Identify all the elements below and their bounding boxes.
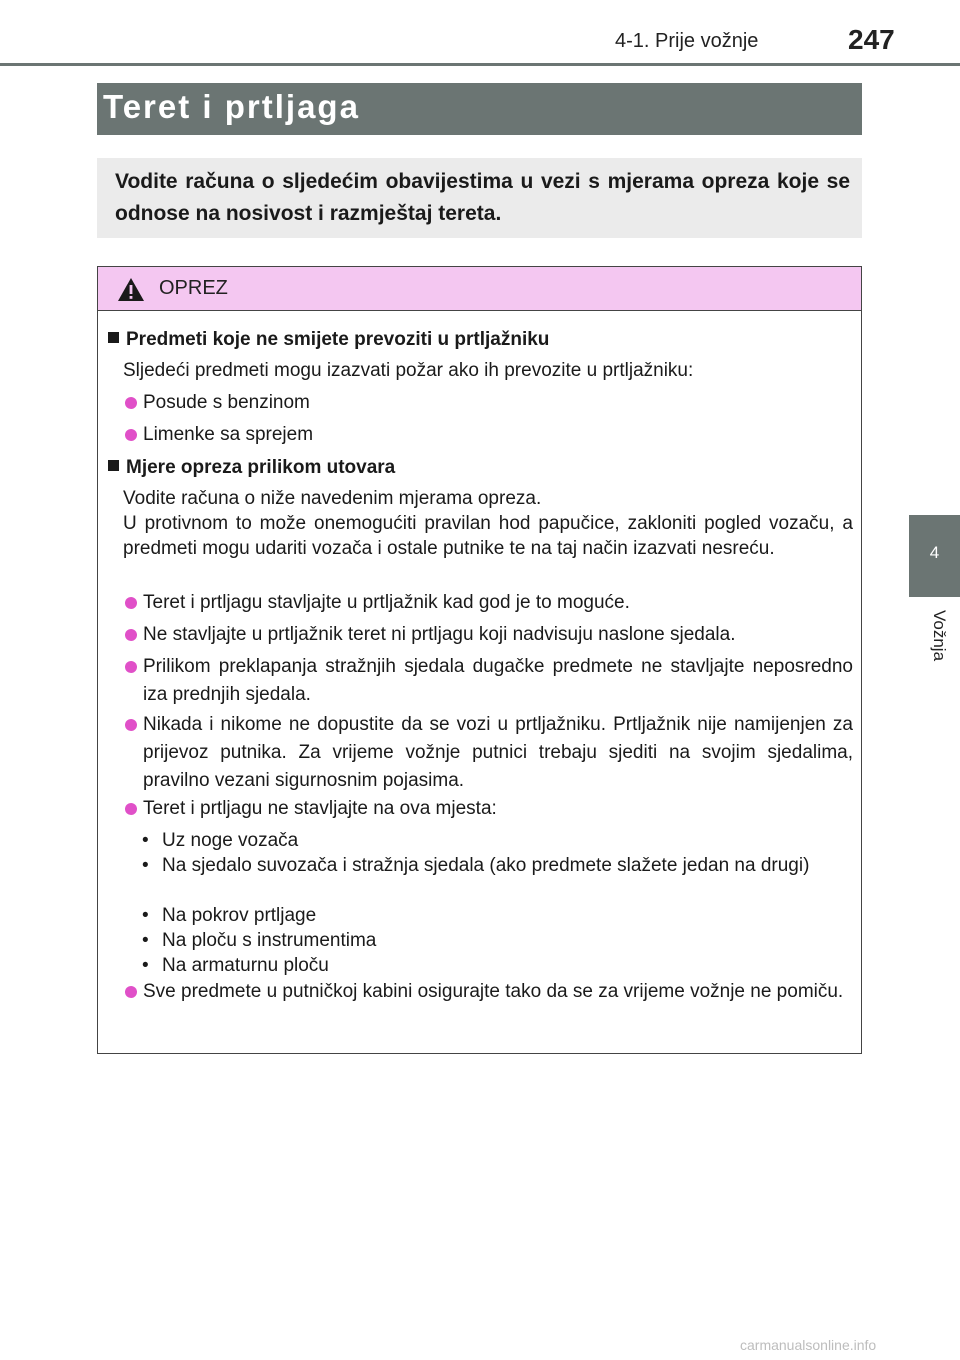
side-tab <box>909 515 960 597</box>
side-tab-number: 4 <box>929 543 940 562</box>
sub-list-item: • Uz noge vozača <box>142 830 299 851</box>
square-bullet-icon <box>108 332 119 343</box>
bullet-icon <box>125 397 137 409</box>
warning-box <box>97 266 862 1054</box>
bullet-icon <box>125 629 137 641</box>
sub-list-item: • Na sjedalo suvozača i stražnja sjedala (ako predmete slažete jedan na drugi) <box>142 855 810 876</box>
list-item: Limenke sa sprejem <box>125 421 853 449</box>
page-title: Teret i prtljaga <box>103 88 360 125</box>
header-rule <box>0 63 960 66</box>
bullet-icon <box>125 719 137 731</box>
page-number: 247 <box>848 24 895 55</box>
list-item: Teret i prtljagu ne stavljajte na ova mjesta: <box>125 795 853 823</box>
warning-header <box>98 267 861 311</box>
sub-list-item: • Na armaturnu ploču <box>142 955 329 976</box>
intro-text: Vodite računa o sljedećim obavijestima u vezi s mjerama opreza koje se odnose na nosivost i razmještaj tereta. <box>115 170 850 225</box>
intro-box <box>97 158 862 238</box>
warning-label: OPREZ <box>159 277 228 299</box>
title-bar <box>97 83 862 135</box>
list-item: Sve predmete u putničkoj kabini osigurajte tako da se za vrijeme vožnje ne pomiču. <box>125 978 853 1006</box>
list-item: Prilikom preklapanja stražnjih sjedala dugačke predmete ne stavljajte neposredno iza prednjih sjedala. <box>125 653 853 709</box>
paragraph: Sljedeći predmeti mogu izazvati požar ako ih prevozite u prtljažniku: <box>123 360 694 381</box>
list-item: Posude s benzinom <box>125 389 853 417</box>
sub-list-item: • Na ploču s instrumentima <box>142 930 377 951</box>
list-item: Teret i prtljagu stavljajte u prtljažnik kad god je to moguće. <box>125 589 853 617</box>
footer-watermark: carmanualsonline.info <box>740 1337 877 1353</box>
bullet-icon <box>125 986 137 998</box>
paragraph: Vodite računa o niže navedenim mjerama opreza. <box>123 488 542 509</box>
list-item: Ne stavljajte u prtljažnik teret ni prtljagu koji nadvisuju naslone sjedala. <box>125 621 853 649</box>
bullet-icon <box>125 597 137 609</box>
sub-list-item: • Na pokrov prtljage <box>142 905 317 926</box>
header-section: 4-1. Prije vožnje <box>615 30 759 52</box>
bullet-icon <box>125 803 137 815</box>
bullet-icon <box>125 661 137 673</box>
square-bullet-icon <box>108 460 119 471</box>
side-tab-label: Vožnja <box>930 610 949 662</box>
paragraph: U protivnom to može onemogućiti pravilan hod papučice, zakloniti pogled vozaču, a predmeti mogu udariti vozača i ostale putnike te na taj način izazvati nesreću. <box>123 513 853 559</box>
bullet-icon <box>125 429 137 441</box>
section-heading: Predmeti koje ne smijete prevoziti u prtljažniku <box>108 329 549 351</box>
warning-triangle-icon <box>117 277 145 302</box>
section-heading: Mjere opreza prilikom utovara <box>108 457 395 479</box>
list-item: Nikada i nikome ne dopustite da se vozi u prtljažniku. Prtljažnik nije namijenjen za prijevoz putnika. Za vrijeme vožnje putnici trebaju sjediti na svojim sjedalima, pravilno vezani sigurnosnim pojasima. <box>125 711 853 795</box>
